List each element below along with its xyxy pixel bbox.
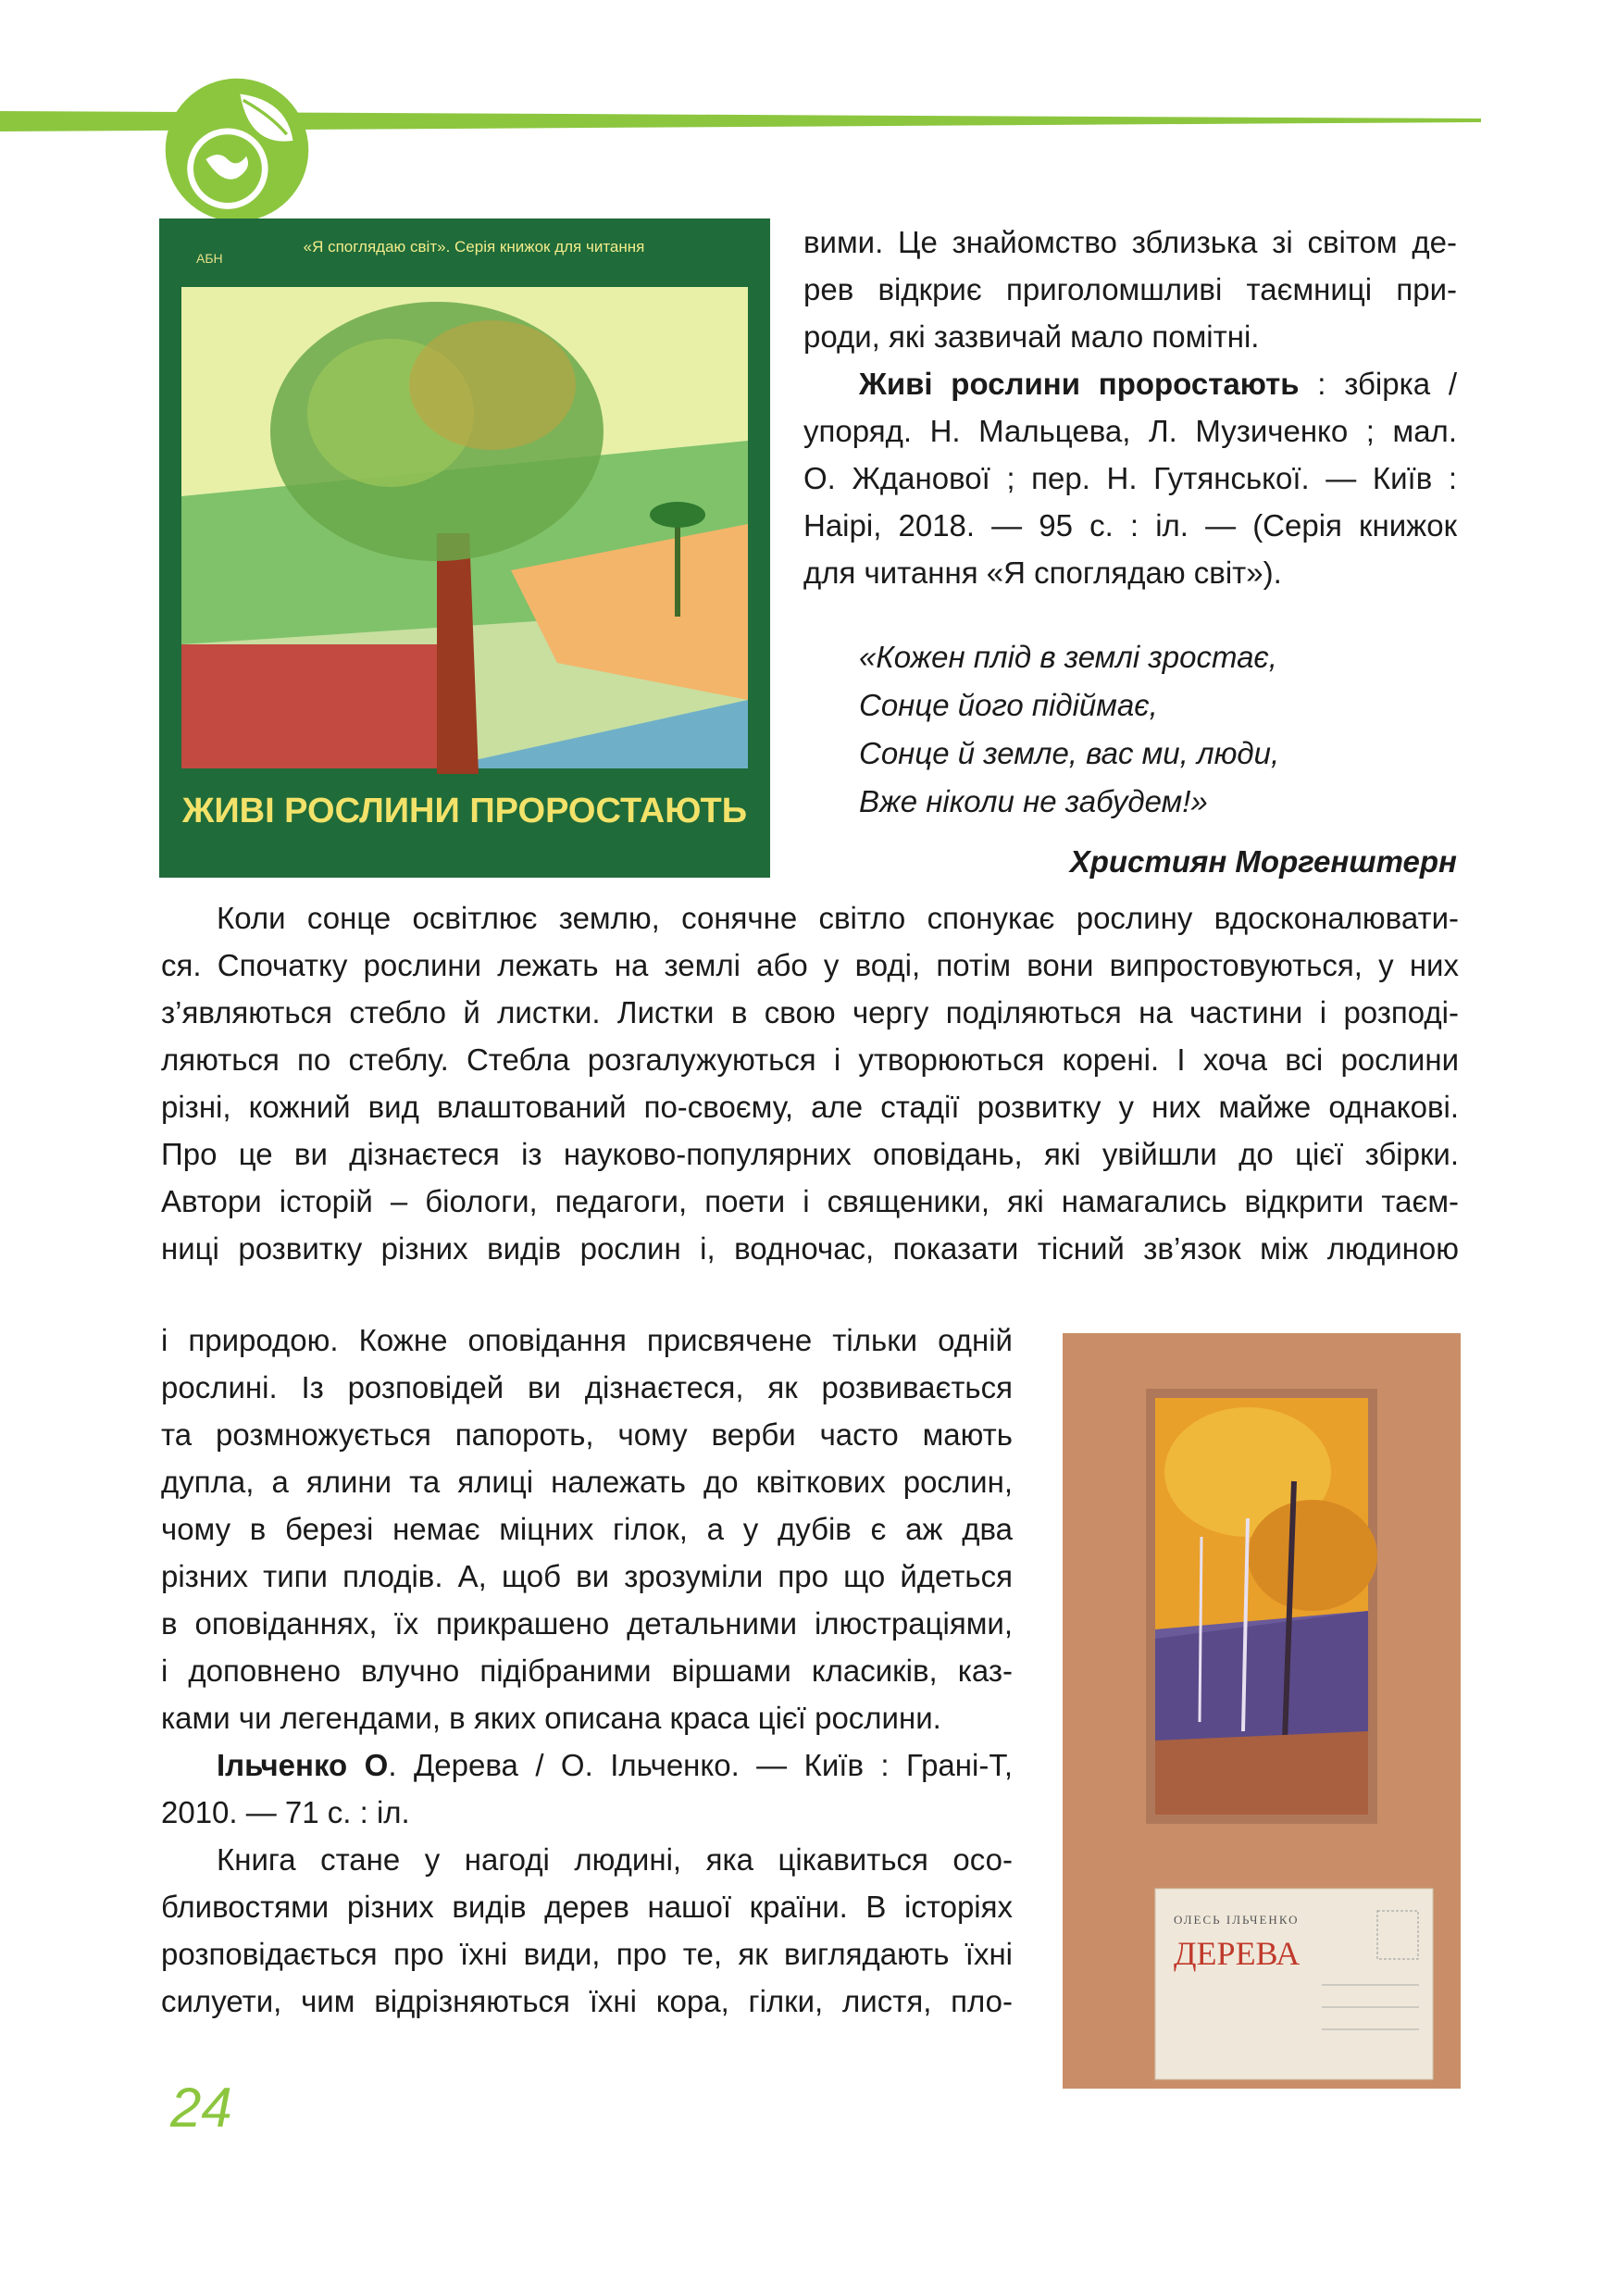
text-line: роди, які зазвичай мало помітні.	[803, 319, 1260, 354]
intro-text-column	[803, 218, 1457, 596]
poem-author: Християн Моргенштерн	[1069, 844, 1457, 879]
text-line: та розмножується папороть, чому верби часто мають	[161, 1417, 1013, 1452]
text-line: Автори історій – біологи, педагоги, поети і священики, які намагались відкрити таєм-	[161, 1184, 1459, 1218]
text-line: ляються по стеблу. Стебла розгалужуються і утворюються корені. І хоча всі рослини	[161, 1042, 1459, 1077]
text-line: ся. Спочатку рослини лежать на землі або у воді, потім вони випростовуються, у них	[161, 948, 1459, 982]
text-line: і природою. Кожне оповідання присвячене тільки одній	[161, 1323, 1013, 1357]
book2-title: ДЕРЕВА	[1174, 1935, 1301, 1972]
reference-line: Наірі, 2018. — 95 с. : іл. — (Серія книжок	[803, 508, 1457, 543]
lower-text-column	[161, 1316, 1013, 2025]
text-line: Коли сонце освітлює землю, сонячне світло спонукає рослину вдосконалювати-	[217, 901, 1459, 935]
text-line: бливостями різних видів дерев нашої країни. В історіях	[161, 1890, 1013, 1924]
reference-line: Ільченко О. Дерева / О. Ільченко. — Київ : Грані-Т,	[217, 1748, 1013, 1782]
text-line: з’являються стебло й листки. Листки в свою чергу поділяються на частини і розподі-	[161, 995, 1459, 1029]
cover-title: ЖИВІ РОСЛИНИ ПРОРОСТАЮТЬ	[181, 792, 748, 830]
book-cover-dereva	[1063, 1333, 1461, 2089]
reference-line: Живі рослини проростають : збірка /	[859, 367, 1457, 401]
cover-series: «Я споглядаю світ». Серія книжок для читання	[303, 238, 645, 256]
text-line: ниці розвитку різних видів рослин і, водночас, показати тісний зв’язок між людиною	[161, 1231, 1459, 1266]
reference-title: Живі рослини проростають	[859, 367, 1300, 401]
text-line: силуети, чим відрізняються їхні кора, гілки, листя, пло-	[161, 1984, 1013, 2018]
text-line: в оповіданнях, їх прикрашено детальними ілюстраціями,	[161, 1606, 1013, 1641]
text-line: різних типи плодів. А, щоб ви зрозуміли про що йдеться	[161, 1559, 1013, 1593]
text-line: рослині. Із розповідей ви дізнаєтеся, як розвивається	[161, 1370, 1013, 1404]
text-line: Про це ви дізнаєтеся із науково-популярних оповідань, які увійшли до цієї збірки.	[161, 1137, 1459, 1171]
text-line: різні, кожний вид влаштований по-своєму, але стадії розвитку у них майже однакові.	[161, 1090, 1459, 1124]
text-line: чому в березі немає міцних гілок, а у дубів є аж два	[161, 1512, 1013, 1546]
book-cover-zhyvi-roslyny	[159, 218, 770, 878]
reference-line: 2010. — 71 с. : іл.	[161, 1795, 410, 1829]
poem-line: «Кожен плід в землі зростає,	[859, 640, 1277, 674]
main-paragraph	[161, 894, 1459, 1272]
text-line: дупла, а ялини та ялиці належать до квіткових рослин,	[161, 1465, 1013, 1499]
reference-line: О. Жданової ; пер. Н. Гутянської. — Київ :	[803, 461, 1457, 495]
cover-logo: АБН	[196, 251, 223, 266]
text-line: рев відкриє приголомшливі таємниці при-	[803, 272, 1457, 306]
text-line: ками чи легендами, в яких описана краса цієї рослини.	[161, 1701, 941, 1735]
poem-line: Вже ніколи не забудем!»	[859, 784, 1208, 818]
poem-line: Сонце його підіймає,	[859, 688, 1158, 722]
globe-leaf-icon	[159, 72, 315, 228]
book2-author: ОЛЕСЬ ІЛЬЧЕНКО	[1174, 1913, 1300, 1927]
reference-line: упоряд. Н. Мальцева, Л. Музиченко ; мал.	[803, 414, 1457, 448]
text-line: і доповнено влучно підібраними віршами класиків, каз-	[161, 1653, 1013, 1688]
reference-line: для читання «Я споглядаю світ»).	[803, 555, 1282, 590]
reference-title: Ільченко О	[217, 1748, 389, 1782]
text-line: вими. Це знайомство зблизька зі світом де-	[803, 225, 1457, 259]
poem-line: Сонце й земле, вас ми, люди,	[859, 736, 1280, 770]
text-line: Книга стане у нагоді людині, яка цікавиться осо-	[217, 1842, 1013, 1877]
poem	[859, 633, 1279, 826]
text-line: розповідається про їхні види, про те, як виглядають їхні	[161, 1937, 1013, 1971]
page-number: 24	[170, 2077, 232, 2139]
